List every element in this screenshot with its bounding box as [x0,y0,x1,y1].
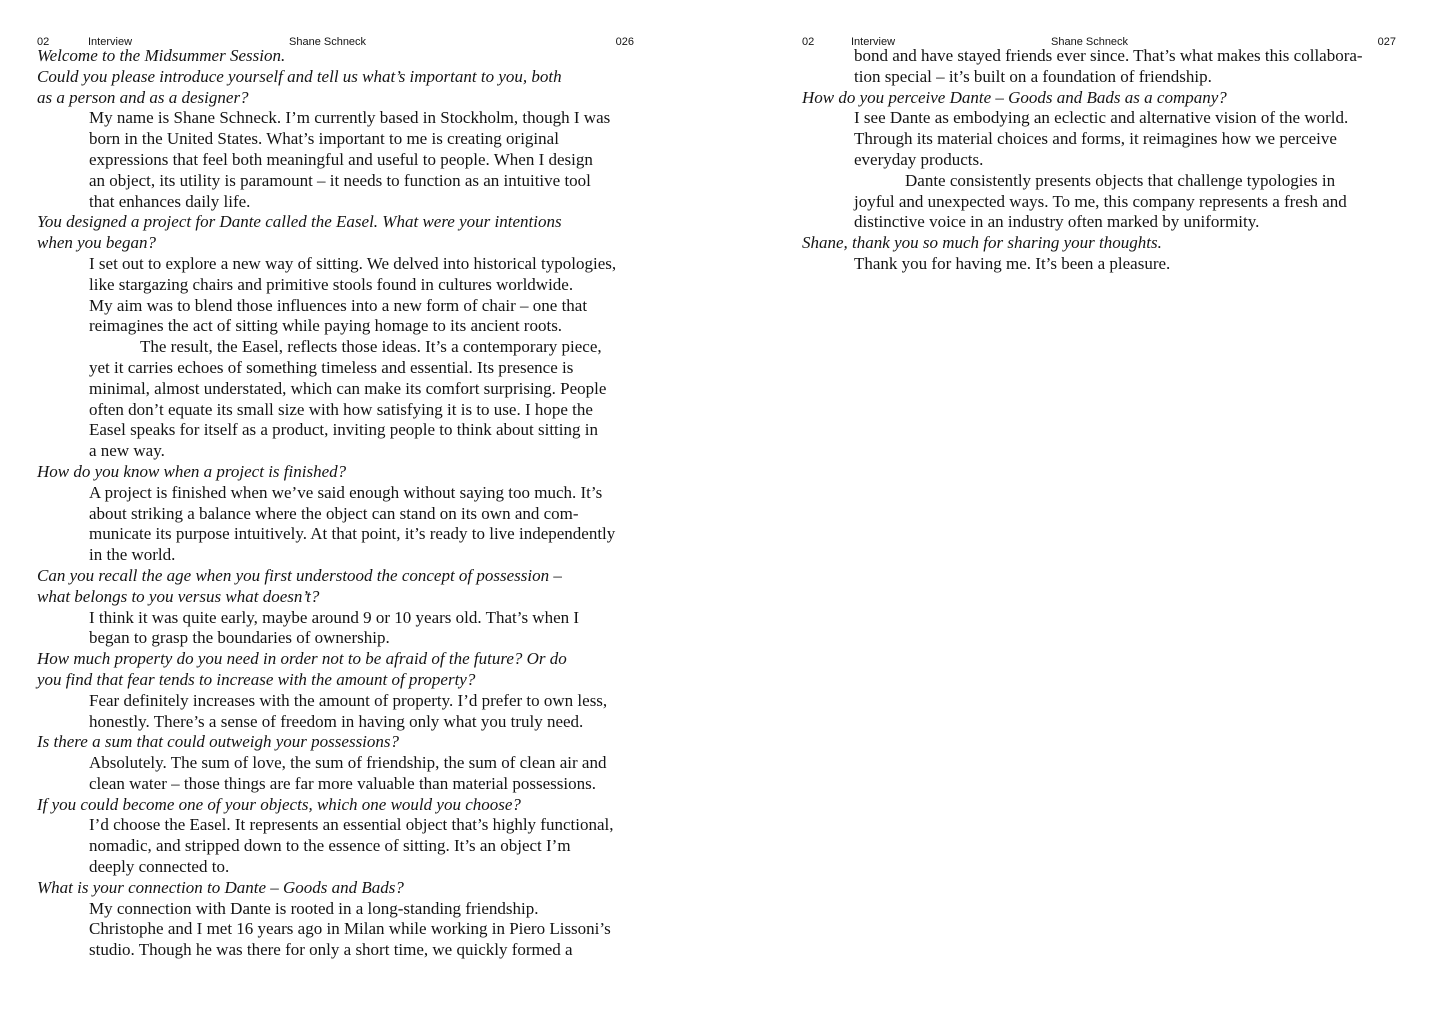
answer-line: often don’t equate its small size with how satisfying it is to use. I hope the [89,399,593,419]
page-number: 026 [615,36,634,48]
answer-line: Fear definitely increases with the amount of property. I’d prefer to own less, [89,690,608,710]
answer-line: My aim was to blend those influences into a new form of chair – one that [89,295,588,315]
answer-line: a new way. [89,441,165,461]
answer-line: clean water – those things are far more valuable than material possessions. [89,773,596,793]
answer-line: Dante consistently presents objects that challenge typologies in [905,170,1336,190]
question-line: If you could become one of your objects, which one would you choose? [37,794,521,814]
question-line: when you began? [37,233,156,253]
answer-line: born in the United States. What’s important to me is creating original [89,129,559,149]
answer-line: Thank you for having me. It’s been a pleasure. [854,253,1171,273]
question-line: Is there a sum that could outweigh your possessions? [37,732,400,752]
answer-line: tion special – it’s built on a foundation of friendship. [854,66,1212,86]
answer-line: honestly. There’s a sense of freedom in having only what you truly need. [89,711,584,731]
answer-line: I’d choose the Easel. It represents an essential object that’s highly functional, [89,815,614,835]
answer-line: joyful and unexpected ways. To me, this company represents a fresh and [854,191,1347,211]
answer-line: deeply connected to. [89,857,230,877]
answer-line: I see Dante as embodying an eclectic and alternative vision of the world. [854,108,1349,128]
answer-line: The result, the Easel, reflects those ideas. It’s a contemporary piece, [140,337,602,357]
page-026 [37,0,634,1021]
answer-line: reimagines the act of sitting while paying homage to its ancient roots. [89,316,563,336]
question-line: what belongs to you versus what doesn’t? [37,586,320,606]
question-line: you find that fear tends to increase with the amount of property? [37,669,476,689]
question-line: You designed a project for Dante called the Easel. What were your intentions [37,212,562,232]
answer-line: an object, its utility is paramount – it needs to function as an intuitive tool [89,170,591,190]
answer-line: that enhances daily life. [89,191,251,211]
answer-line: Easel speaks for itself as a product, inviting people to think about sitting in [89,420,598,440]
answer-line: about striking a balance where the object can stand on its own and com- [89,503,579,523]
answer-line: My connection with Dante is rooted in a long-standing friendship. [89,898,539,918]
question-line: as a person and as a designer? [37,87,249,107]
question-line: How do you perceive Dante – Goods and Bads as a company? [802,87,1227,107]
answer-line: Absolutely. The sum of love, the sum of friendship, the sum of clean air and [89,753,607,773]
answer-line: A project is finished when we’ve said enough without saying too much. It’s [89,482,603,502]
page-number: 027 [1377,36,1396,48]
section-label: Interview [88,36,133,48]
chapter-number: 02 [802,36,815,48]
answer-line: began to grasp the boundaries of ownership. [89,628,390,648]
answer-line: in the world. [89,545,176,565]
answer-line: Through its material choices and forms, it reimagines how we perceive [854,129,1337,149]
question-line: What is your connection to Dante – Goods and Bads? [37,877,404,897]
author-name: Shane Schneck [289,36,367,48]
question-line: Welcome to the Midsummer Session. [37,46,286,65]
question-line: Shane, thank you so much for sharing your thoughts. [802,233,1162,253]
question-line: Can you recall the age when you first understood the concept of possession – [37,565,562,585]
answer-line: studio. Though he was there for only a short time, we quickly formed a [89,940,573,960]
answer-line: municate its purpose intuitively. At that point, it’s ready to live independently [89,524,616,544]
answer-line: nomadic, and stripped down to the essence of sitting. It’s an object I’m [89,836,571,856]
answer-line: I think it was quite early, maybe around 9 or 10 years old. That’s when I [89,607,580,627]
chapter-number: 02 [37,36,50,48]
answer-line: bond and have stayed friends ever since. That’s what makes this collabora- [854,46,1363,65]
answer-line: everyday products. [854,149,984,169]
answer-line: I set out to explore a new way of sitting. We delved into historical typologies, [89,253,617,273]
answer-line: expressions that feel both meaningful and useful to people. When I design [89,149,593,169]
answer-line: like stargazing chairs and primitive stools found in cultures worldwide. [89,274,574,294]
section-label: Interview [851,36,896,48]
answer-line: minimal, almost understated, which can make its comfort surprising. People [89,378,607,398]
question-line: How much property do you need in order not to be afraid of the future? Or do [37,649,567,669]
text-column [37,46,634,961]
text-column [802,46,1396,275]
page-027 [802,0,1396,1021]
question-line: How do you know when a project is finished? [37,461,347,481]
answer-line: distinctive voice in an industry often marked by uniformity. [854,212,1260,232]
answer-line: My name is Shane Schneck. I’m currently based in Stockholm, though I was [89,108,611,128]
answer-line: Christophe and I met 16 years ago in Milan while working in Piero Lissoni’s [89,919,611,939]
answer-line: yet it carries echoes of something timeless and essential. Its presence is [89,357,574,377]
author-name: Shane Schneck [1051,36,1129,48]
question-line: Could you please introduce yourself and tell us what’s important to you, both [37,66,562,86]
